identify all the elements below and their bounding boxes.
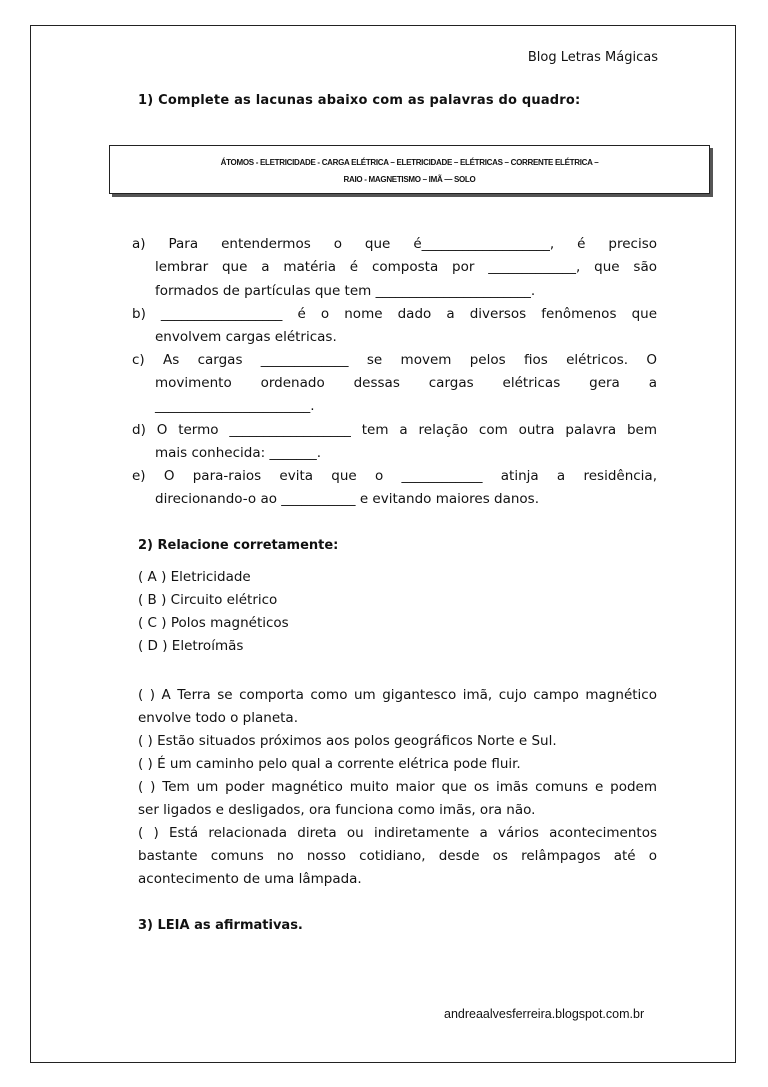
statement-1-line-2: envolve todo o planeta. <box>138 710 298 726</box>
item-c-line-2: movimento ordenado dessas cargas elétricas gera a <box>155 375 657 391</box>
statement-3: ( ) É um caminho pelo qual a corrente elétrica pode fluir. <box>138 756 521 772</box>
word-box-line-2: RAIO - MAGNETISMO – IMÃ — SOLO <box>343 175 476 184</box>
option-c: ( C ) Polos magnéticos <box>138 615 289 631</box>
item-c-line-1: c) As cargas _____________ se movem pelos fios elétricos. O <box>132 352 657 368</box>
option-d: ( D ) Eletroímãs <box>138 638 244 654</box>
word-box <box>109 145 710 194</box>
word-box-line-1: ÁTOMOS - ELETRICIDADE - CARGA ELÉTRICA – ELETRICIDADE – ELÉTRICAS – CORRENTE ELÉTRICA – <box>220 158 599 167</box>
question-2-title: 2) Relacione corretamente: <box>138 538 339 553</box>
statement-5-line-2: bastante comuns no nosso cotidiano, desde os relâmpagos até o <box>138 848 657 864</box>
item-b-line-2: envolvem cargas elétricas. <box>155 329 337 345</box>
item-a-line-1: a) Para entendermos o que é___________________, é preciso <box>132 236 657 252</box>
question-1-title: 1) Complete as lacunas abaixo com as palavras do quadro: <box>138 93 581 108</box>
statement-2: ( ) Estão situados próximos aos polos geográficos Norte e Sul. <box>138 733 557 749</box>
option-b: ( B ) Circuito elétrico <box>138 592 278 608</box>
item-d-line-2: mais conhecida: _______. <box>155 445 321 461</box>
option-a: ( A ) Eletricidade <box>138 569 251 585</box>
statement-5-line-3: acontecimento de uma lâmpada. <box>138 871 362 887</box>
question-3-title: 3) LEIA as afirmativas. <box>138 918 303 933</box>
item-b-line-1: b) __________________ é o nome dado a diversos fenômenos que <box>132 306 657 322</box>
item-d-line-1: d) O termo __________________ tem a relação com outra palavra bem <box>132 422 657 438</box>
item-a-line-3: formados de partículas que tem _______________________. <box>155 283 536 299</box>
item-c-line-3: _______________________. <box>155 398 315 414</box>
statement-1-line-1: ( ) A Terra se comporta como um gigantesco imã, cujo campo magnético <box>138 687 657 703</box>
statement-5-line-1: ( ) Está relacionada direta ou indiretamente a vários acontecimentos <box>138 825 657 841</box>
statement-4-line-2: ser ligados e desligados, ora funciona como imãs, ora não. <box>138 802 536 818</box>
footer-url: andreaalvesferreira.blogspot.com.br <box>444 1007 645 1021</box>
blog-header: Blog Letras Mágicas <box>527 50 658 65</box>
item-a-line-2: lembrar que a matéria é composta por _____________, que são <box>155 259 657 275</box>
item-e-line-1: e) O para-raios evita que o ____________ atinja a residência, <box>132 468 657 484</box>
statement-4-line-1: ( ) Tem um poder magnético muito maior que os imãs comuns e podem <box>138 779 657 795</box>
item-e-line-2: direcionando-o ao ___________ e evitando maiores danos. <box>155 491 539 507</box>
